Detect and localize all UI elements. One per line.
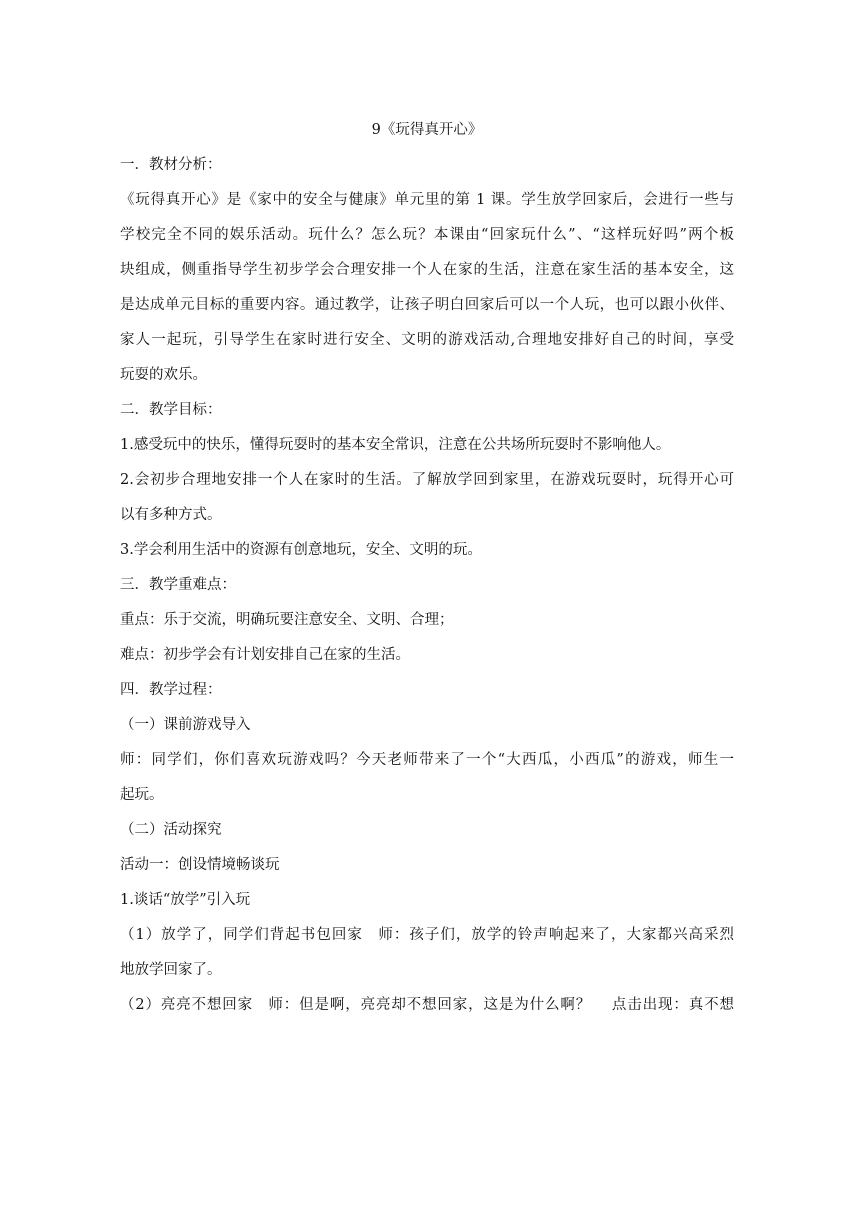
text-line: 起玩。 [120,787,164,803]
text-line: （1）放学了，同学们背起书包回家 师：孩子们，放学的铃声响起来了，大家都兴高采烈 [120,927,734,943]
text-line: 《玩得真开心》是《家中的安全与健康》单元里的第 1 课。学生放学回家后，会进行一些与 [120,192,734,208]
document-title: 9《玩得真开心》 [371,122,483,138]
text-line: 玩耍的欢乐。 [120,367,207,383]
section-heading-textbook-analysis: 一．教材分析： [120,157,222,173]
subheading-warmup-game: （一）课前游戏导入 [120,717,251,733]
goal-item-1: 1.感受玩中的快乐，懂得玩耍时的基本安全常识，注意在公共场所玩耍时不影响他人。 [120,437,671,453]
section-heading-teaching-goals: 二．教学目标： [120,402,222,418]
goal-item-3: 3.学会利用生活中的资源有创意地玩，安全、文明的玩。 [120,542,482,558]
text-line: 地放学回家了。 [120,962,222,978]
key-point: 重点：乐于交流，明确玩要注意安全、文明、合理； [120,612,454,628]
activity-one-step-1: 1.谈话“放学”引入玩 [120,892,251,908]
paragraph-warmup-game [120,748,734,807]
paragraph-step-1-2 [120,993,734,1017]
text-line: 以有多种方式。 [120,507,222,523]
text-line: 块组成，侧重指导学生初步学会合理安排一个人在家的生活，注意在家生活的基本安全，这 [120,262,734,278]
text-line: 学校完全不同的娱乐活动。玩什么？怎么玩？本课由“回家玩什么”、“这样玩好吗”两个板 [120,227,734,243]
section-heading-key-points: 三．教学重难点： [120,577,236,593]
difficult-point: 难点：初步学会有计划安排自己在家的生活。 [120,647,410,663]
text-line: 是达成单元目标的重要内容。通过教学，让孩子明白回家后可以一个人玩，也可以跟小伙伴、 [120,297,734,313]
text-line: 师：同学们，你们喜欢玩游戏吗？今天老师带来了一个“大西瓜，小西瓜”的游戏，师生一 [120,752,734,768]
section-heading-teaching-process: 四．教学过程： [120,682,222,698]
paragraph-textbook-analysis [120,188,734,387]
activity-one-title: 活动一：创设情境畅谈玩 [120,857,280,873]
paragraph-step-1-1 [120,923,734,982]
text-line: 家人一起玩，引导学生在家时进行安全、文明的游戏活动,合理地安排好自己的时间，享受 [120,332,734,348]
text-line: 2.会初步合理地安排一个人在家时的生活。了解放学回到家里，在游戏玩耍时，玩得开心可 [120,472,734,488]
document-page [120,118,734,1017]
text-line: （2）亮亮不想回家 师：但是啊，亮亮却不想回家，这是为什么啊？ 点击出现：真不想 [120,997,734,1013]
subheading-activity-exploration: （二）活动探究 [120,822,222,838]
goal-item-2 [120,468,734,527]
